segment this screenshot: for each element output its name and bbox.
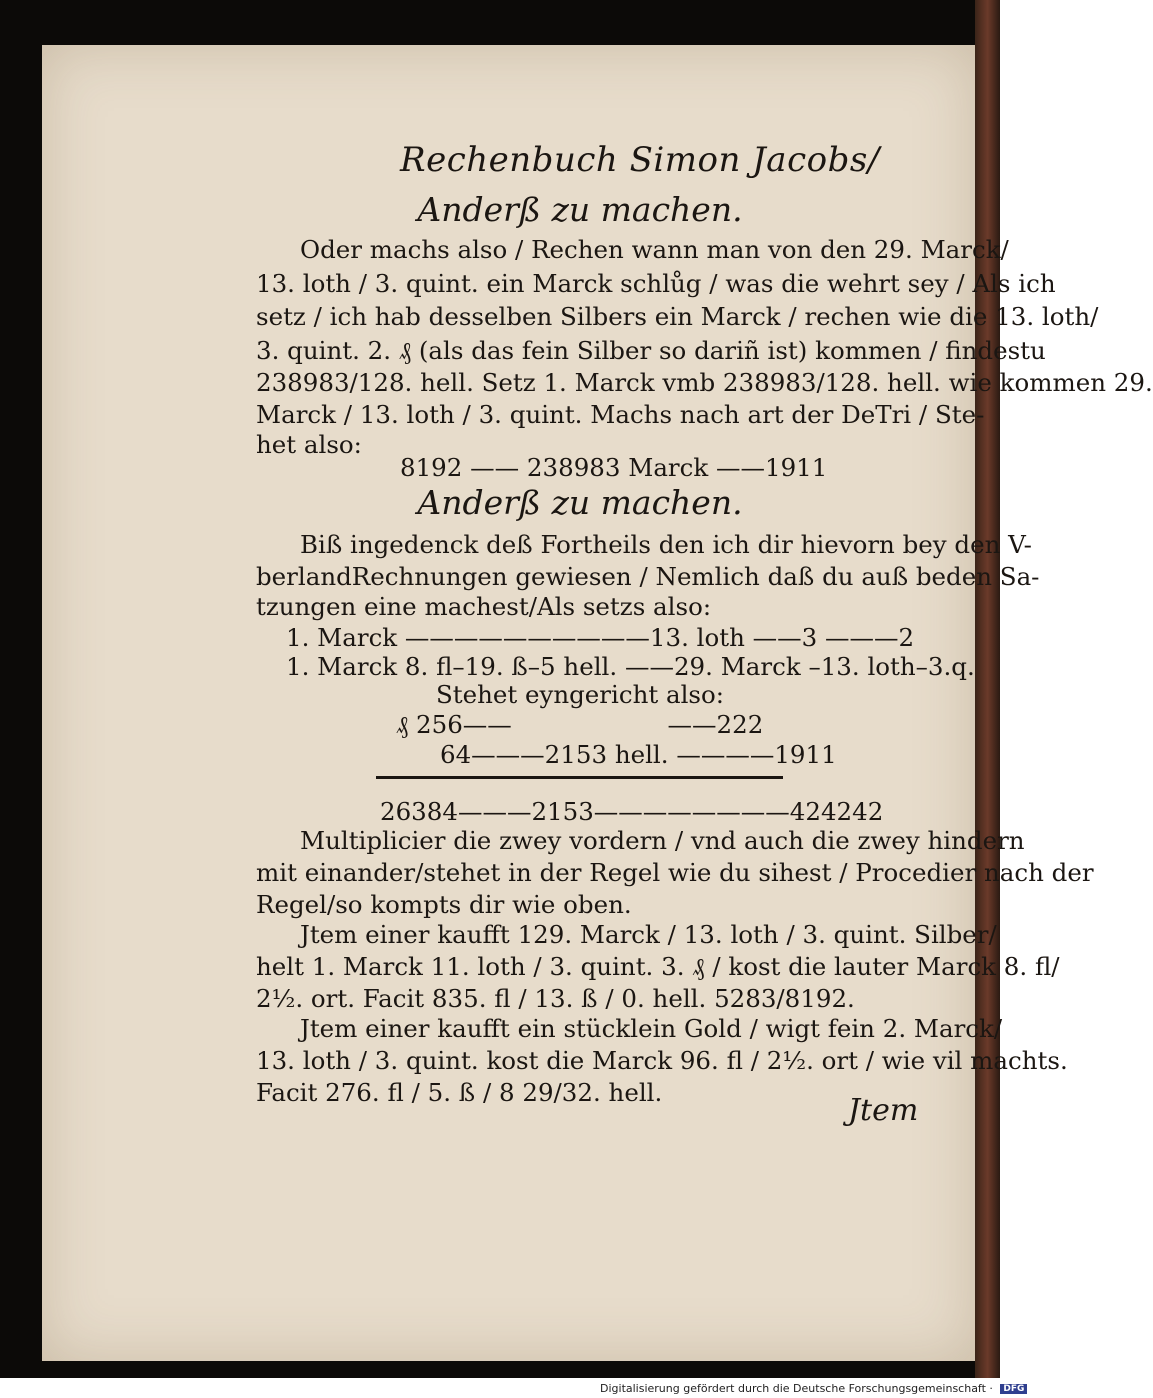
paragraph-2-line: tzungen eine machest/Als setzs also:: [256, 592, 712, 621]
stehet-line: Stehet eyngericht also:: [435, 680, 725, 709]
paragraph-4-line: helt 1. Marck 11. loth / 3. quint. 3. ₰ / kost die lauter Marck 8. fl/: [256, 952, 1060, 981]
paragraph-5-line: Facit 276. fl / 5. ß / 8 29/32. hell.: [256, 1078, 663, 1107]
detri-line: 8192 —— 238983 Marck ——1911: [400, 453, 828, 482]
section-heading-2: Anderß zu machen.: [417, 483, 743, 522]
running-head: Rechenbuch Simon Jacobs/: [400, 140, 880, 180]
dfg-logo: DFG: [1000, 1384, 1027, 1394]
paragraph-1-line: het also:: [256, 430, 362, 459]
paragraph-1-line: Marck / 13. loth / 3. quint. Machs nach art der DeTri / Ste-: [256, 400, 985, 429]
paragraph-4-line: 2½. ort. Facit 835. fl / 13. ß / 0. hell. 5283/8192.: [256, 984, 855, 1013]
setup-row: 1. Marck ——————————13. loth ——3 ———2: [286, 623, 915, 652]
book-edge: [975, 0, 1000, 1378]
paragraph-1-line: 3. quint. 2. ₰ (als das fein Silber so dariñ ist) kommen / findestu: [256, 336, 1046, 365]
paragraph-3-line: Multiplicier die zwey vordern / vnd auch die zwey hindern: [300, 826, 1025, 855]
paragraph-2-line: Biß ingedenck deß Fortheils den ich dir hievorn bey den V-: [300, 530, 1032, 559]
paragraph-1-line: Oder machs also / Rechen wann man von den 29. Marck/: [300, 235, 1009, 264]
catchword: Jtem: [848, 1093, 919, 1128]
section-heading-1: Anderß zu machen.: [417, 190, 743, 229]
paragraph-1-line: setz / ich hab desselben Silbers ein Marck / rechen wie die 13. loth/: [256, 302, 1099, 331]
total-line: 26384———2153————————424242: [380, 797, 884, 826]
setup-row: 1. Marck 8. fl–19. ß–5 hell. ——29. Marck –13. loth–3.q.: [286, 652, 975, 681]
result-row: ₰ 256—— ——222: [396, 710, 764, 739]
paragraph-4-line: Jtem einer kaufft 129. Marck / 13. loth / 3. quint. Silber/: [300, 920, 997, 949]
paragraph-5-line: Jtem einer kaufft ein stücklein Gold / wigt fein 2. Marck/: [300, 1014, 1003, 1043]
paragraph-1-line: 13. loth / 3. quint. ein Marck schlůg / was die wehrt sey / Als ich: [256, 269, 1056, 298]
digitization-credit: [600, 1382, 1027, 1398]
paragraph-3-line: Regel/so kompts dir wie oben.: [256, 890, 632, 919]
result-row: 64———2153 hell. ————1911: [440, 740, 837, 769]
paragraph-3-line: mit einander/stehet in der Regel wie du sihest / Procedier nach der: [256, 858, 1094, 887]
footer-text: Digitalisierung gefördert durch die Deutsche Forschungsgemeinschaft ·: [600, 1382, 993, 1395]
paragraph-5-line: 13. loth / 3. quint. kost die Marck 96. fl / 2½. ort / wie vil machts.: [256, 1046, 1068, 1075]
paragraph-2-line: berlandRechnungen gewiesen / Nemlich daß du auß beden Sa-: [256, 562, 1040, 591]
sum-rule: [376, 776, 783, 779]
paragraph-1-line: 238983/128. hell. Setz 1. Marck vmb 238983/128. hell. wie kommen 29.: [256, 368, 1153, 397]
